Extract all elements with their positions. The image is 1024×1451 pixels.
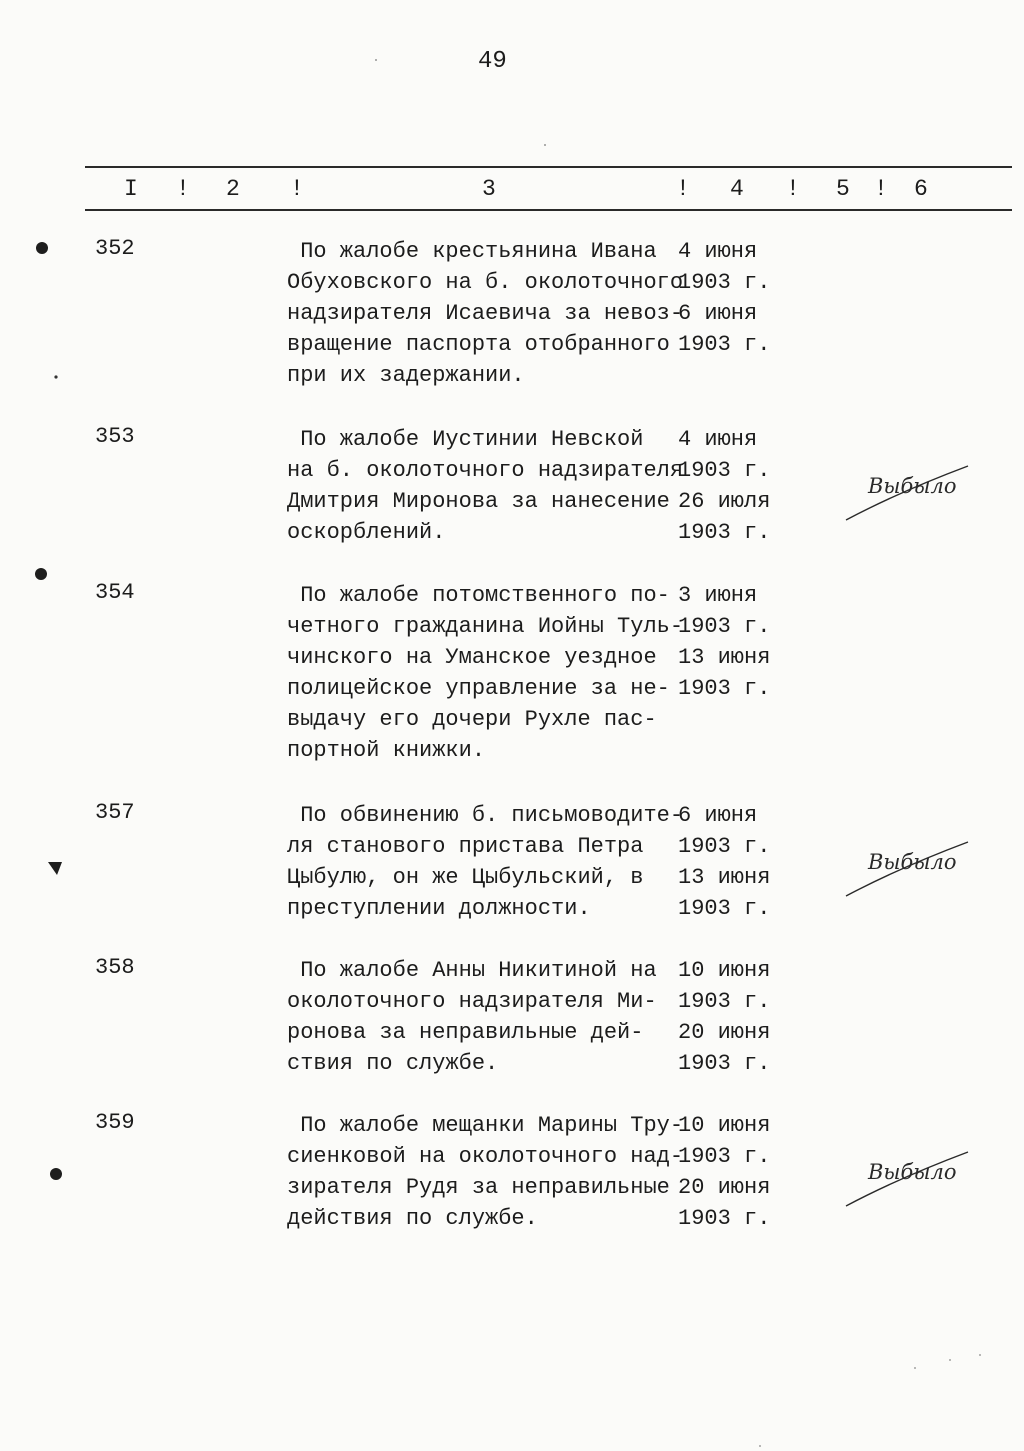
description-line: По жалобе Анны Никитиной на — [287, 958, 657, 983]
entry-number: 358 — [95, 955, 135, 980]
date-line: 1903 г. — [678, 896, 771, 921]
entry-dates — [678, 1110, 798, 1234]
entry-dates — [678, 955, 798, 1079]
entry-number: 359 — [95, 1110, 135, 1135]
date-line: 4 июня — [678, 239, 758, 264]
date-line: 20 июня — [678, 1175, 771, 1200]
header-col-2: 2 — [226, 176, 240, 202]
description-line: при их задержании. — [287, 363, 525, 388]
handwritten-stroke — [840, 838, 970, 898]
header-separator: ! — [176, 176, 190, 202]
header-col-5: 5 — [836, 176, 850, 202]
date-line: 1903 г. — [678, 614, 771, 639]
description-line: полицейское управление за не- — [287, 676, 670, 701]
entry-dates — [678, 236, 798, 360]
description-line: Дмитрия Миронова за нанесение — [287, 489, 670, 514]
date-line: 1903 г. — [678, 1051, 771, 1076]
description-line: четного гражданина Иойны Туль- — [287, 614, 684, 639]
date-line: 6 июня — [678, 301, 758, 326]
date-line: 10 июня — [678, 958, 771, 983]
description-line: выдачу его дочери Рухле пас- — [287, 707, 657, 732]
header-col-4: 4 — [730, 176, 744, 202]
date-line: 1903 г. — [678, 676, 771, 701]
header-col-3: 3 — [482, 176, 496, 202]
description-line: действия по службе. — [287, 1206, 538, 1231]
handwritten-stroke — [840, 462, 970, 522]
header-col-1: I — [124, 176, 138, 202]
stroke-path — [846, 1152, 968, 1206]
description-line: надзирателя Исаевича за невоз- — [287, 301, 684, 326]
description-line: По обвинению б. письмоводите- — [287, 803, 684, 828]
date-line: 10 июня — [678, 1113, 771, 1138]
entry-number: 352 — [95, 236, 135, 261]
entry-description — [287, 800, 684, 924]
description-line: Цыбулю, он же Цыбульский, в — [287, 865, 644, 890]
date-line: 1903 г. — [678, 989, 771, 1014]
page-number: 49 — [478, 48, 507, 75]
date-line: 1903 г. — [678, 834, 771, 859]
entry-description — [287, 1110, 684, 1234]
description-line: ля станового пристава Петра — [287, 834, 644, 859]
description-line: По жалобе потомственного по- — [287, 583, 670, 608]
description-line: зирателя Рудя за неправильные — [287, 1175, 670, 1200]
description-line: вращение паспорта отобранного — [287, 332, 670, 357]
status-note: Выбыло — [868, 474, 957, 498]
entry-dates — [678, 424, 798, 548]
header-separator: ! — [786, 176, 800, 202]
description-line: ствия по службе. — [287, 1051, 499, 1076]
description-line: преступлении должности. — [287, 896, 591, 921]
entry-number: 353 — [95, 424, 135, 449]
entry-description — [287, 236, 684, 391]
entry-number: 354 — [95, 580, 135, 605]
status-note: Выбыло — [868, 1160, 957, 1184]
description-line: По жалобе Иустинии Невской — [287, 427, 644, 452]
date-line: 20 июня — [678, 1020, 771, 1045]
description-line: ронова за неправильные дей- — [287, 1020, 644, 1045]
entry-description — [287, 580, 684, 766]
date-line: 1903 г. — [678, 1206, 771, 1231]
description-line: Обуховского на б. околоточного — [287, 270, 684, 295]
date-line: 4 июня — [678, 427, 758, 452]
date-line: 1903 г. — [678, 1144, 771, 1169]
stroke-path — [846, 466, 968, 520]
description-line: на б. околоточного надзирателя — [287, 458, 684, 483]
date-line: 26 июля — [678, 489, 771, 514]
description-line: портной книжки. — [287, 738, 486, 763]
entry-description — [287, 424, 684, 548]
date-line: 1903 г. — [678, 520, 771, 545]
description-line: околоточного надзирателя Ми- — [287, 989, 657, 1014]
header-separator: ! — [290, 176, 304, 202]
date-line: 3 июня — [678, 583, 758, 608]
entry-number: 357 — [95, 800, 135, 825]
date-line: 1903 г. — [678, 270, 771, 295]
date-line: 1903 г. — [678, 332, 771, 357]
header-separator: ! — [874, 176, 888, 202]
date-line: 6 июня — [678, 803, 758, 828]
description-line: чинского на Уманское уездное — [287, 645, 657, 670]
description-line: По жалобе крестьянина Ивана — [287, 239, 657, 264]
description-line: оскорблений. — [287, 520, 446, 545]
stroke-path — [846, 842, 968, 896]
entry-dates — [678, 580, 798, 704]
date-line: 13 июня — [678, 645, 771, 670]
entry-description — [287, 955, 677, 1079]
header-separator: ! — [676, 176, 690, 202]
description-line: сиенковой на околоточного над- — [287, 1144, 684, 1169]
status-note: Выбыло — [868, 850, 957, 874]
date-line: 1903 г. — [678, 458, 771, 483]
description-line: По жалобе мещанки Марины Тру- — [287, 1113, 684, 1138]
handwritten-stroke — [840, 1148, 970, 1208]
entry-dates — [678, 800, 798, 924]
date-line: 13 июня — [678, 865, 771, 890]
header-col-6: 6 — [914, 176, 928, 202]
